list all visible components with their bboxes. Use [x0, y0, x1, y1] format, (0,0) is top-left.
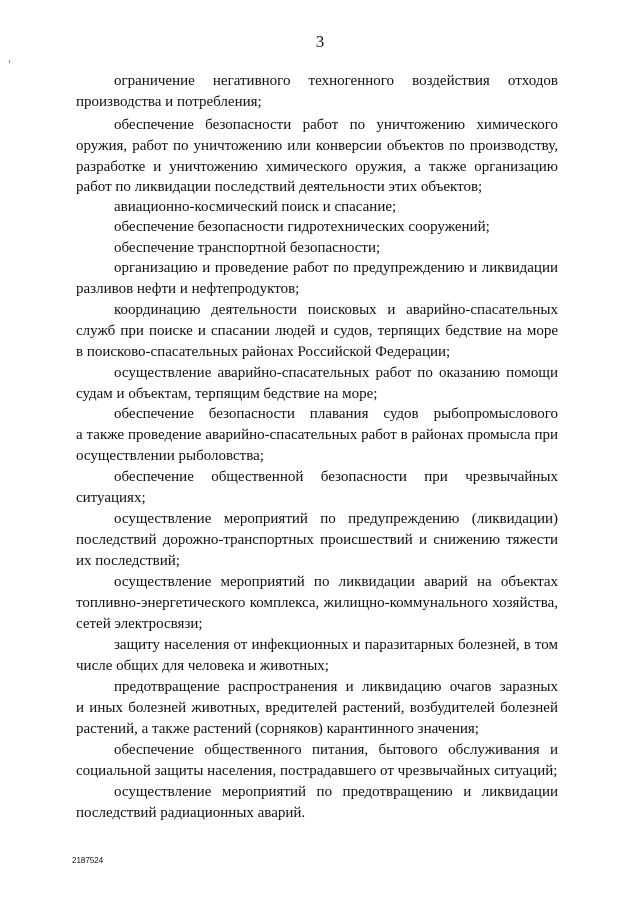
text-line: осуществление мероприятий по ликвидации аварий на объектах: [114, 574, 558, 590]
text-line: работ по ликвидации последствий деятельности этих объектов;: [76, 179, 483, 195]
text-line: в поисково-спасательных районах Российской Федерации;: [76, 344, 451, 360]
text-line: топливно-энергетического комплекса, жилищно-коммунального хозяйства,: [76, 595, 558, 611]
text-line: их последствий;: [76, 553, 180, 569]
page-number: 3: [315, 32, 325, 51]
text-line: ситуациях;: [76, 490, 146, 506]
text-line: ограничение негативного техногенного воздействия отходов: [114, 73, 558, 89]
text-line: числе общих для человека и животных;: [76, 658, 329, 674]
text-line: социальной защиты населения, пострадавшего от чрезвычайных ситуаций;: [76, 763, 558, 779]
text-line: сетей электросвязи;: [76, 616, 203, 632]
text-line: последствий радиационных аварий.: [76, 805, 306, 821]
text-line: осуществление аварийно-спасательных работ по оказанию помощи: [114, 365, 558, 381]
text-line: последствий дорожно-транспортных происшествий и снижению тяжести: [76, 532, 558, 548]
text-line: обеспечение безопасности гидротехнических сооружений;: [114, 219, 490, 235]
text-line: растений, а также растений (сорняков) карантинного значения;: [76, 721, 479, 737]
text-line: обеспечение транспортной безопасности;: [114, 240, 381, 256]
text-line: осуществлении рыболовства;: [76, 448, 264, 464]
text-line: а также проведение аварийно-спасательных работ в районах промысла при: [76, 427, 558, 443]
text-line: разработке и уничтожению химического оружия, а также организацию: [76, 159, 558, 175]
text-line: организацию и проведение работ по предупреждению и ликвидации: [114, 260, 558, 276]
text-line: производства и потребления;: [76, 94, 262, 110]
text-line: координацию деятельности поисковых и аварийно-спасательных: [114, 302, 558, 318]
text-line: обеспечение общественного питания, бытового обслуживания и: [114, 742, 558, 758]
text-line: осуществление мероприятий по предупреждению (ликвидации): [114, 511, 558, 527]
text-line: осуществление мероприятий по предотвращению и ликвидации: [114, 784, 558, 800]
text-line: авиационно-космический поиск и спасание;: [114, 199, 397, 215]
text-line: и иных болезней животных, вредителей растений, возбудителей болезней: [76, 700, 558, 716]
text-line: оружия, работ по уничтожению или конверсии объектов по производству,: [76, 138, 558, 154]
text-line: обеспечение общественной безопасности при чрезвычайных: [114, 469, 558, 485]
text-line: судам и объектам, терпящим бедствие на море;: [76, 386, 378, 402]
text-line: разливов нефти и нефтепродуктов;: [76, 281, 300, 297]
document-code: 2187524: [72, 856, 104, 865]
text-line: служб при поиске и спасании людей и судов, терпящих бедствие на море: [76, 323, 558, 339]
text-line: обеспечение безопасности плавания судов рыбопромыслового: [114, 406, 558, 422]
text-line: обеспечение безопасности работ по уничтожению химического: [114, 117, 558, 133]
margin-mark: [9, 60, 10, 63]
text-line: предотвращение распространения и ликвидацию очагов заразных: [114, 679, 558, 695]
text-line: защиту населения от инфекционных и паразитарных болезней, в том: [114, 637, 558, 653]
